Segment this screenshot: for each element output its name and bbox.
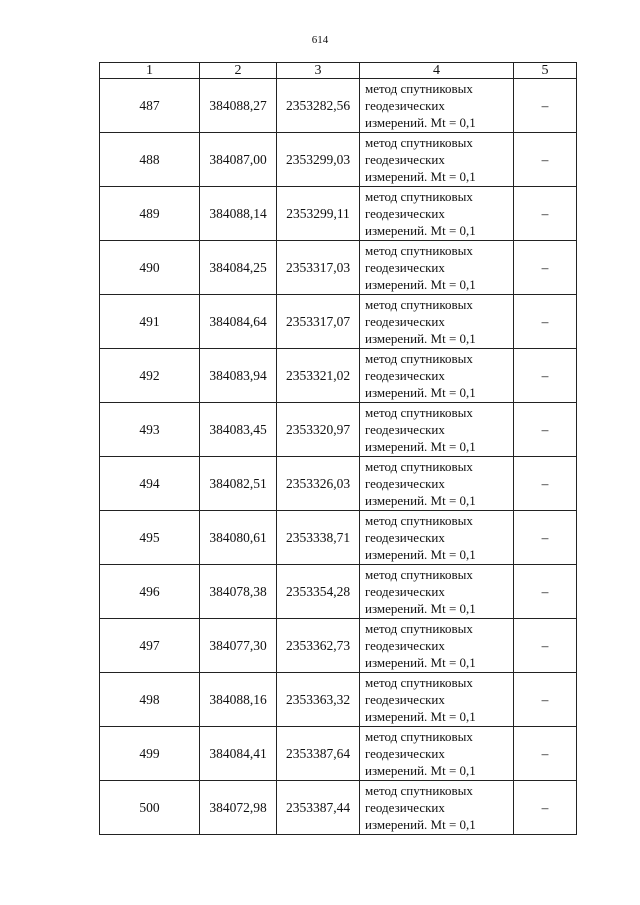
table-row: [100, 781, 577, 835]
method-line: геодезических: [365, 260, 445, 275]
x-coordinate-cell: 384088,14: [200, 187, 277, 241]
note-cell: –: [514, 727, 577, 781]
note-cell: –: [514, 79, 577, 133]
table-row: [100, 241, 577, 295]
y-coordinate-cell: 2353299,03: [277, 133, 360, 187]
table-row: [100, 727, 577, 781]
table-row: [100, 403, 577, 457]
table-row: [100, 187, 577, 241]
y-coordinate-cell: 2353317,03: [277, 241, 360, 295]
method-line: метод спутниковых: [365, 783, 473, 798]
header-col-4: 4: [360, 63, 514, 79]
method-line: измерений. Mt = 0,1: [365, 169, 476, 184]
note-cell: –: [514, 241, 577, 295]
method-line: геодезических: [365, 206, 445, 221]
point-number-cell: 492: [100, 349, 200, 403]
method-line: геодезических: [365, 530, 445, 545]
y-coordinate-cell: 2353362,73: [277, 619, 360, 673]
x-coordinate-cell: 384083,94: [200, 349, 277, 403]
method-line: измерений. Mt = 0,1: [365, 547, 476, 562]
y-coordinate-cell: 2353282,56: [277, 79, 360, 133]
method-line: геодезических: [365, 152, 445, 167]
header-col-5: 5: [514, 63, 577, 79]
table-row: [100, 133, 577, 187]
note-cell: –: [514, 619, 577, 673]
point-number-cell: 497: [100, 619, 200, 673]
table-row: [100, 457, 577, 511]
y-coordinate-cell: 2353338,71: [277, 511, 360, 565]
note-cell: –: [514, 457, 577, 511]
point-number-cell: 499: [100, 727, 200, 781]
method-line: измерений. Mt = 0,1: [365, 331, 476, 346]
x-coordinate-cell: 384080,61: [200, 511, 277, 565]
x-coordinate-cell: 384078,38: [200, 565, 277, 619]
y-coordinate-cell: 2353387,64: [277, 727, 360, 781]
method-line: измерений. Mt = 0,1: [365, 493, 476, 508]
method-line: геодезических: [365, 314, 445, 329]
coordinates-table: [99, 62, 577, 835]
method-line: геодезических: [365, 746, 445, 761]
method-line: измерений. Mt = 0,1: [365, 223, 476, 238]
method-line: измерений. Mt = 0,1: [365, 655, 476, 670]
point-number-cell: 495: [100, 511, 200, 565]
method-line: метод спутниковых: [365, 81, 473, 96]
method-line: измерений. Mt = 0,1: [365, 385, 476, 400]
method-cell: [360, 133, 514, 187]
y-coordinate-cell: 2353320,97: [277, 403, 360, 457]
note-cell: –: [514, 349, 577, 403]
method-line: метод спутниковых: [365, 189, 473, 204]
table-header: [100, 63, 577, 79]
method-line: измерений. Mt = 0,1: [365, 763, 476, 778]
method-line: метод спутниковых: [365, 729, 473, 744]
y-coordinate-cell: 2353321,02: [277, 349, 360, 403]
page-number: 614: [311, 34, 329, 46]
method-line: измерений. Mt = 0,1: [365, 439, 476, 454]
x-coordinate-cell: 384072,98: [200, 781, 277, 835]
table-row: [100, 295, 577, 349]
x-coordinate-cell: 384087,00: [200, 133, 277, 187]
x-coordinate-cell: 384088,16: [200, 673, 277, 727]
method-line: измерений. Mt = 0,1: [365, 115, 476, 130]
method-cell: [360, 241, 514, 295]
table-row: [100, 565, 577, 619]
point-number-cell: 487: [100, 79, 200, 133]
y-coordinate-cell: 2353354,28: [277, 565, 360, 619]
y-coordinate-cell: 2353299,11: [277, 187, 360, 241]
method-line: метод спутниковых: [365, 567, 473, 582]
method-line: метод спутниковых: [365, 459, 473, 474]
note-cell: –: [514, 781, 577, 835]
method-line: геодезических: [365, 476, 445, 491]
x-coordinate-cell: 384082,51: [200, 457, 277, 511]
method-line: метод спутниковых: [365, 297, 473, 312]
point-number-cell: 491: [100, 295, 200, 349]
y-coordinate-cell: 2353326,03: [277, 457, 360, 511]
method-line: метод спутниковых: [365, 675, 473, 690]
point-number-cell: 490: [100, 241, 200, 295]
point-number-cell: 496: [100, 565, 200, 619]
header-row: [100, 63, 577, 79]
method-line: измерений. Mt = 0,1: [365, 817, 476, 832]
note-cell: –: [514, 295, 577, 349]
point-number-cell: 493: [100, 403, 200, 457]
method-line: геодезических: [365, 422, 445, 437]
method-line: метод спутниковых: [365, 405, 473, 420]
note-cell: –: [514, 133, 577, 187]
method-line: метод спутниковых: [365, 351, 473, 366]
table-row: [100, 79, 577, 133]
table-row: [100, 619, 577, 673]
method-line: метод спутниковых: [365, 243, 473, 258]
note-cell: –: [514, 511, 577, 565]
method-line: геодезических: [365, 638, 445, 653]
point-number-cell: 489: [100, 187, 200, 241]
point-number-cell: 498: [100, 673, 200, 727]
method-cell: [360, 187, 514, 241]
header-col-2: 2: [200, 63, 277, 79]
x-coordinate-cell: 384084,64: [200, 295, 277, 349]
method-cell: [360, 673, 514, 727]
x-coordinate-cell: 384077,30: [200, 619, 277, 673]
method-line: измерений. Mt = 0,1: [365, 709, 476, 724]
point-number-cell: 494: [100, 457, 200, 511]
method-cell: [360, 565, 514, 619]
table-row: [100, 349, 577, 403]
y-coordinate-cell: 2353317,07: [277, 295, 360, 349]
method-cell: [360, 457, 514, 511]
method-line: геодезических: [365, 368, 445, 383]
y-coordinate-cell: 2353363,32: [277, 673, 360, 727]
table-row: [100, 673, 577, 727]
method-cell: [360, 349, 514, 403]
method-cell: [360, 619, 514, 673]
header-col-3: 3: [277, 63, 360, 79]
x-coordinate-cell: 384083,45: [200, 403, 277, 457]
point-number-cell: 500: [100, 781, 200, 835]
table-row: [100, 511, 577, 565]
method-cell: [360, 781, 514, 835]
method-line: измерений. Mt = 0,1: [365, 277, 476, 292]
note-cell: –: [514, 673, 577, 727]
method-line: геодезических: [365, 584, 445, 599]
method-cell: [360, 295, 514, 349]
x-coordinate-cell: 384084,25: [200, 241, 277, 295]
method-line: измерений. Mt = 0,1: [365, 601, 476, 616]
note-cell: –: [514, 187, 577, 241]
x-coordinate-cell: 384088,27: [200, 79, 277, 133]
method-cell: [360, 727, 514, 781]
method-line: геодезических: [365, 800, 445, 815]
method-line: метод спутниковых: [365, 621, 473, 636]
method-line: метод спутниковых: [365, 513, 473, 528]
note-cell: –: [514, 565, 577, 619]
table-body: [100, 79, 577, 835]
x-coordinate-cell: 384084,41: [200, 727, 277, 781]
method-line: метод спутниковых: [365, 135, 473, 150]
method-cell: [360, 403, 514, 457]
method-line: геодезических: [365, 98, 445, 113]
y-coordinate-cell: 2353387,44: [277, 781, 360, 835]
note-cell: –: [514, 403, 577, 457]
point-number-cell: 488: [100, 133, 200, 187]
header-col-1: 1: [100, 63, 200, 79]
method-cell: [360, 79, 514, 133]
method-cell: [360, 511, 514, 565]
method-line: геодезических: [365, 692, 445, 707]
